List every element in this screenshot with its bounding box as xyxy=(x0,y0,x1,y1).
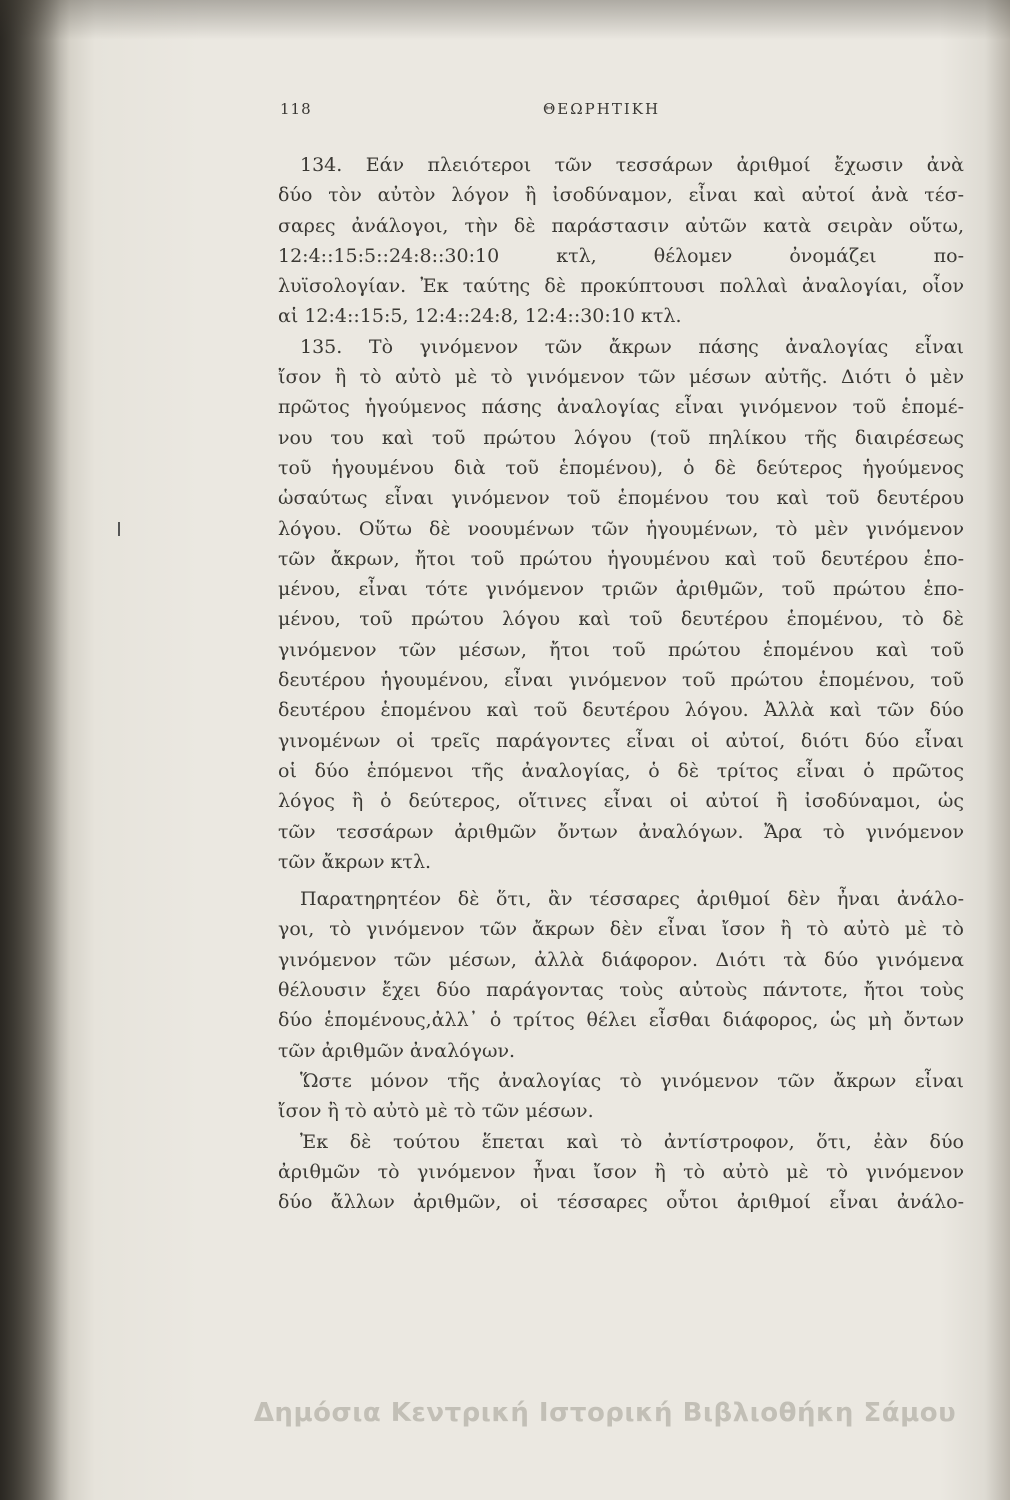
text-line: δευτέρου ἑπομένου καὶ τοῦ δευτέρου λόγου. Ἀλλὰ καὶ τῶν δύο xyxy=(278,699,964,722)
text-line: 134. Εάν πλειότεροι τῶν τεσσάρων ἀριθμοί ἔχωσιν ἀνὰ xyxy=(300,154,964,176)
text-line: τοῦ ἡγουμένου διὰ τοῦ ἑπομένου), ὁ δὲ δεύτερος ἡγούμενος xyxy=(278,456,964,479)
text-line: Παρατηρητέον δὲ ὅτι, ἂν τέσσαρες ἀριθμοί δὲν ἦναι ἀνάλο- xyxy=(300,888,964,911)
text-line: γινόμενον τῶν μέσων, ἤτοι τοῦ πρώτου ἑπομένου καὶ τοῦ xyxy=(278,638,964,661)
text-line: γοι, τὸ γινόμενον τῶν ἄκρων δὲν εἶναι ἴσον ἢ τὸ αὐτὸ μὲ τὸ xyxy=(278,918,964,941)
text-line: ἴσον ἢ τὸ αὐτὸ μὲ τὸ γινόμενον τῶν μέσων αὐτῆς. Διότι ὁ μὲν xyxy=(278,366,964,389)
text-line: αἱ 12:4::15:5, 12:4::24:8, 12:4::30:10 κτλ. xyxy=(278,305,682,328)
text-line: ἀριθμῶν τὸ γινόμενον ἦναι ἴσον ἢ τὸ αὐτὸ μὲ τὸ γινόμενον xyxy=(278,1160,964,1183)
text-line: πρῶτος ἡγούμενος πάσης ἀναλογίας εἶναι γινόμενον τοῦ ἑπομέ- xyxy=(278,396,964,419)
text-line: οἱ δύο ἑπόμενοι τῆς ἀναλογίας, ὁ δὲ τρίτος εἶναι ὁ πρῶτος xyxy=(278,759,964,782)
book-spine-shadow xyxy=(0,0,70,1500)
text-line: θέλουσιν ἔχει δύο παράγοντας τοὺς αὐτοὺς πάντοτε, ἤτοι τοὺς xyxy=(278,979,964,1002)
text-line: ἴσον ἢ τὸ αὐτὸ μὲ τὸ τῶν μέσων. xyxy=(278,1100,594,1123)
text-line: Ὥστε μόνον τῆς ἀναλογίας τὸ γινόμενον τῶν ἄκρων εἶναι xyxy=(300,1069,964,1092)
text-line: τῶν τεσσάρων ἀριθμῶν ὄντων ἀναλόγων. Ἄρα τὸ γινόμενον xyxy=(278,820,964,843)
running-head: ΘΕΩΡΗΤΙΚΗ xyxy=(543,100,661,118)
body-text xyxy=(278,150,964,1217)
text-line: τῶν ἄκρων κτλ. xyxy=(278,850,432,873)
text-line: μένου, εἶναι τότε γινόμενον τριῶν ἀριθμῶν, τοῦ πρώτου ἑπο- xyxy=(278,578,964,601)
text-line: νου του καὶ τοῦ πρώτου λόγου (τοῦ πηλίκου τῆς διαιρέσεως xyxy=(278,426,964,449)
text-line: 12:4::15:5::24:8::30:10 κτλ, θέλομεν ὀνομάζει πο- xyxy=(278,244,964,267)
margin-mark xyxy=(118,522,120,536)
text-line: λυϊσολογίαν. Ἐκ ταύτης δὲ προκύπτουσι πολλαὶ ἀναλογίαι, οἷον xyxy=(278,275,964,298)
text-line: μένου, τοῦ πρώτου λόγου καὶ τοῦ δευτέρου ἑπομένου, τὸ δὲ xyxy=(278,608,964,631)
text-line: τῶν ἄκρων, ἤτοι τοῦ πρώτου ἡγουμένου καὶ τοῦ δευτέρου ἑπο- xyxy=(278,547,964,570)
page-top-shadow xyxy=(0,0,1010,40)
text-line: δύο ἄλλων ἀριθμῶν, οἱ τέσσαρες οὗτοι ἀριθμοί εἶναι ἀνάλο- xyxy=(278,1191,964,1214)
text-line: 135. Τὸ γινόμενον τῶν ἄκρων πάσης ἀναλογίας εἶναι xyxy=(300,335,964,358)
text-line: δευτέρου ἡγουμένου, εἶναι γινόμενον τοῦ πρώτου ἑπομένου, τοῦ xyxy=(278,669,964,692)
library-watermark: Δημόσια Κεντρική Ιστορική Βιβλιοθήκη Σάμου xyxy=(253,1398,957,1428)
text-line: σαρες ἀνάλογοι, τὴν δὲ παράστασιν αὐτῶν κατὰ σειρὰν οὕτω, xyxy=(278,214,964,237)
text-line: γινόμενον τῶν μέσων, ἀλλὰ διάφορον. Διότι τὰ δύο γινόμενα xyxy=(278,948,964,971)
text-line: δύο τὸν αὐτὸν λόγον ἢ ἰσοδύναμον, εἶναι καὶ αὐτοί ἀνὰ τέσ- xyxy=(278,184,964,207)
text-line: ὡσαύτως εἶναι γινόμενον τοῦ ἑπομένου του καὶ τοῦ δευτέρου xyxy=(278,487,964,510)
text-line: δύο ἑπομένους,ἀλλ᾽ ὁ τρίτος θέλει εἶσθαι διάφορος, ὡς μὴ ὄντων xyxy=(278,1009,964,1032)
page-number: 118 xyxy=(280,100,312,118)
text-line: λόγος ἢ ὁ δεύτερος, οἵτινες εἶναι οἱ αὐτοί ἢ ἰσοδύναμοι, ὡς xyxy=(278,790,964,813)
text-line: λόγου. Οὕτω δὲ νοουμένων τῶν ἡγουμένων, τὸ μὲν γινόμενον xyxy=(278,517,964,540)
text-line: Ἐκ δὲ τούτου ἕπεται καὶ τὸ ἀντίστροφον, ὅτι, ἐὰν δύο xyxy=(300,1130,964,1153)
text-line: γινομένων οἱ τρεῖς παράγοντες εἶναι οἱ αὐτοί, διότι δύο εἶναι xyxy=(278,729,964,752)
page-header xyxy=(280,100,980,126)
text-line: τῶν ἀριθμῶν ἀναλόγων. xyxy=(278,1039,516,1062)
